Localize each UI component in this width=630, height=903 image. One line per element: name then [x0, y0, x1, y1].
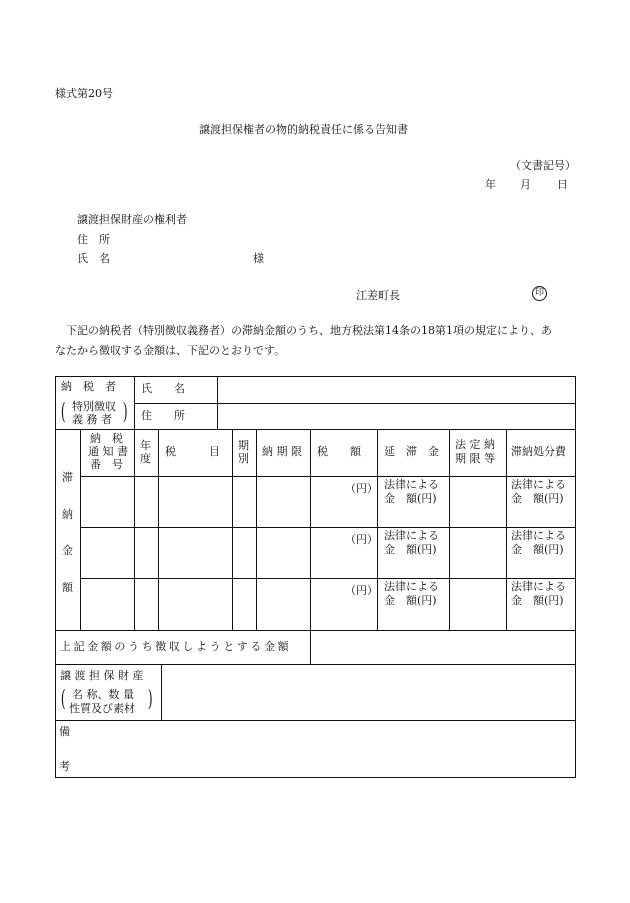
recipient-heading: 譲渡担保財産の権利者: [77, 213, 187, 226]
yen-unit-row2: （円）: [345, 533, 378, 546]
legal-amount-row3-b: 金 額(円): [384, 594, 437, 607]
taxpayer-label: 納 税 者: [61, 380, 116, 393]
col-period-2: 別: [238, 452, 249, 465]
col-deadline: 納 期 限: [262, 445, 302, 458]
form-number: 様式第20号: [55, 87, 113, 100]
arrears-label-4: 額: [62, 581, 73, 594]
legal-amount-row1-b: 金 額(円): [384, 492, 437, 505]
yen-unit-row3: （円）: [345, 584, 378, 597]
recipient-name-label: 氏 名: [77, 252, 110, 265]
col-period-1: 期: [238, 439, 249, 452]
bracket-left: (: [60, 400, 66, 425]
col-year-2: 度: [140, 452, 151, 465]
col-notice-3: 番 号: [90, 458, 123, 471]
bracket-right: ): [122, 400, 128, 425]
seal-icon: 印: [532, 286, 547, 301]
legal-amount-row1-a: 法律による: [384, 478, 439, 491]
col-statutory-2: 期 限 等: [455, 452, 495, 465]
col-delinquency: 延 滞 金: [384, 445, 439, 458]
fee-legal-row1-a: 法律による: [511, 478, 566, 491]
col-notice-1: 納 税: [90, 432, 123, 445]
legal-amount-row2-a: 法律による: [384, 529, 439, 542]
fee-legal-row3-b: 金 額(円): [511, 594, 564, 607]
fee-legal-row3-a: 法律による: [511, 580, 566, 593]
property-bracket-right: ): [147, 687, 153, 712]
property-sub-1: 名 称、数 量: [72, 688, 134, 701]
body-text-line-2: なたから徴収する金額は、下記のとおりです。: [55, 344, 286, 357]
col-notice-2: 通 知 書: [88, 445, 128, 458]
col-statutory-1: 法 定 納: [455, 438, 495, 451]
special-collector-label-1: 特別徴収: [72, 400, 116, 413]
remarks-label-2: 考: [59, 760, 70, 773]
document-code: （文書記号）: [510, 159, 576, 172]
remarks-label-1: 備: [59, 725, 70, 738]
col-disposal-fee: 滞納処分費: [511, 445, 566, 458]
date-month: 月: [520, 178, 531, 191]
col-tax-item: 税 目: [165, 445, 220, 458]
body-text-line-1: 下記の納税者（特別徴収義務者）の滞納金額のうち、地方税法第14条の18第1項の規定により、あ: [55, 324, 552, 337]
collect-amount-label: 上記金額のうち徴収しようとする金額: [60, 640, 292, 653]
special-collector-label-2: 義 務 者: [72, 413, 112, 426]
fee-legal-row1-b: 金 額(円): [511, 492, 564, 505]
recipient-address-label: 住 所: [77, 233, 110, 246]
arrears-label-3: 金: [62, 544, 73, 557]
sender-title: 江差町長: [356, 289, 400, 302]
yen-unit-row1: （円）: [345, 482, 378, 495]
fee-legal-row2-b: 金 額(円): [511, 543, 564, 556]
name-label: 氏 名: [141, 382, 185, 395]
date-day: 日: [557, 178, 568, 191]
date-year: 年: [485, 178, 496, 191]
col-amount: 税 額: [317, 445, 361, 458]
fee-legal-row2-a: 法律による: [511, 529, 566, 542]
address-label: 住 所: [141, 409, 185, 422]
legal-amount-row3-a: 法律による: [384, 580, 439, 593]
arrears-label-2: 納: [62, 508, 73, 521]
property-bracket-left: (: [60, 687, 66, 712]
arrears-label-1: 滞: [62, 471, 73, 484]
document-title: 譲渡担保権者の物的納税責任に係る告知書: [199, 123, 408, 136]
property-sub-2: 性質及び素材: [69, 702, 135, 715]
col-year-1: 年: [140, 439, 151, 452]
property-label: 譲 渡 担 保 財 産: [60, 669, 144, 682]
legal-amount-row2-b: 金 額(円): [384, 543, 437, 556]
notice-table: [55, 376, 576, 778]
recipient-honorific: 様: [253, 252, 264, 265]
